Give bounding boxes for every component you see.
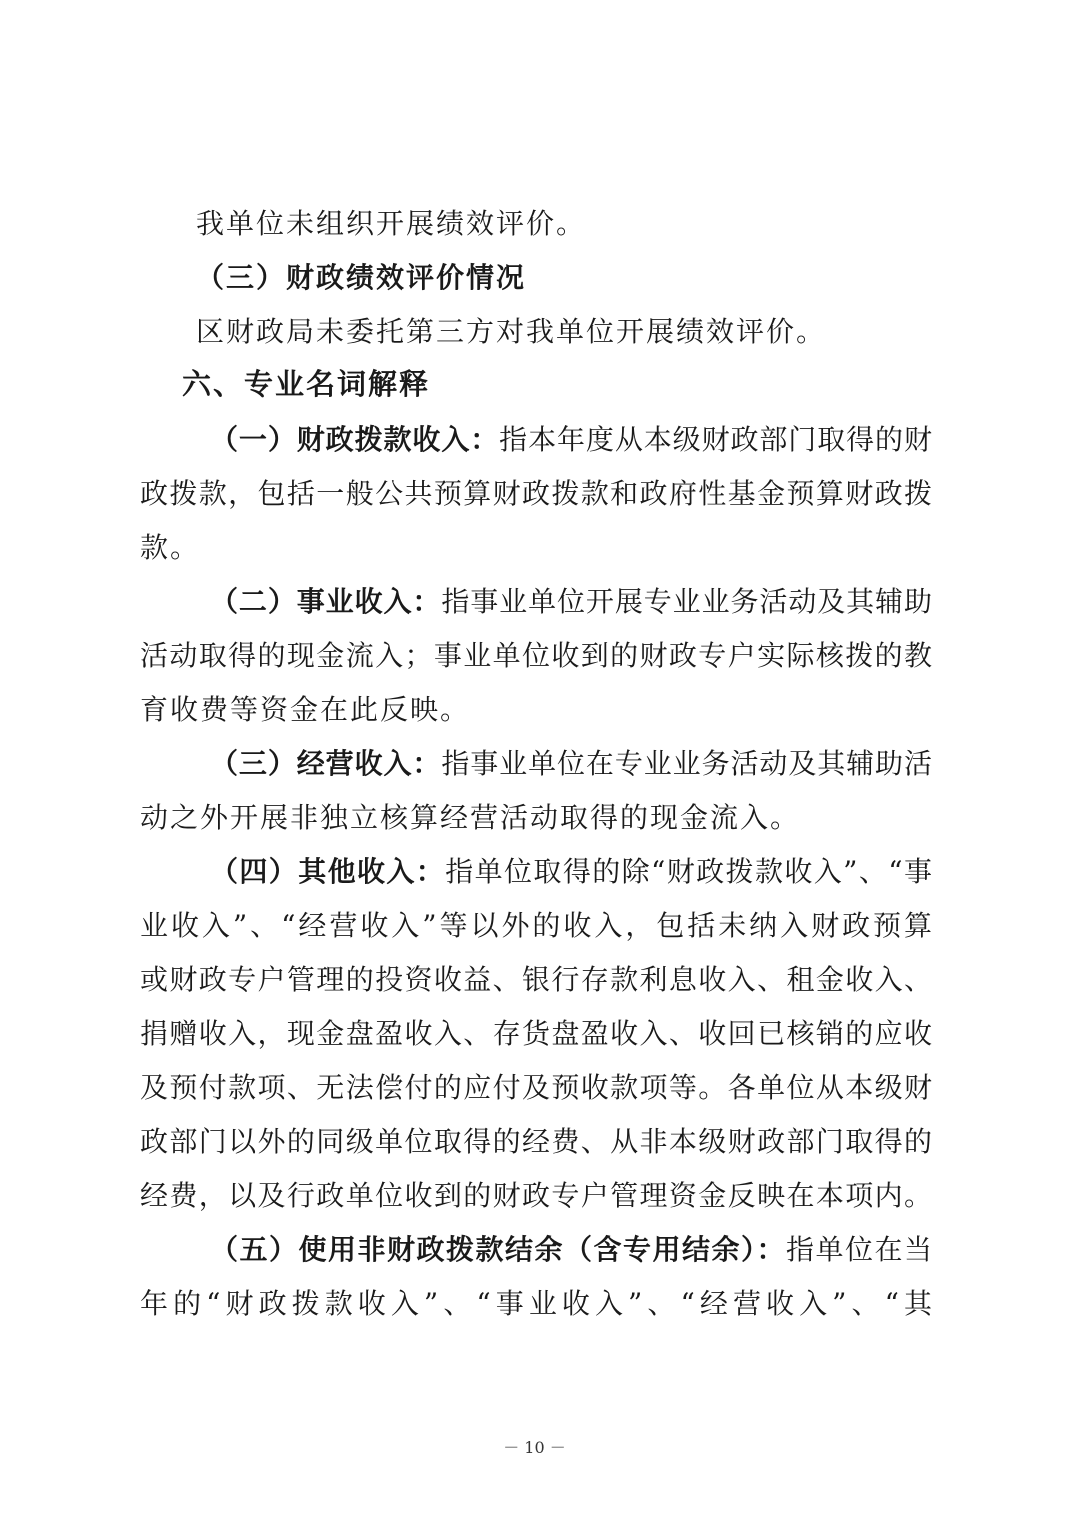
term-text: 指事业单位在专业业务活动及其辅助活 [441, 747, 932, 780]
paragraph-line: 育收费等资金在此反映。 [140, 693, 471, 726]
term-line [210, 420, 932, 460]
paragraph-line: 政拨款，包括一般公共预算财政拨款和政府性基金预算财政拨 [140, 477, 932, 510]
paragraph-line: 活动取得的现金流入；事业单位收到的财政专户实际核拨的教 [140, 639, 932, 672]
paragraph-line: 业收入”、“经营收入”等以外的收入，包括未纳入财政预算 [140, 909, 932, 942]
paragraph-line: 我单位未组织开展绩效评价。 [196, 207, 587, 240]
paragraph-line: 捐赠收入，现金盘盈收入、存货盘盈收入、收回已核销的应收 [140, 1017, 932, 1050]
term-text: 指单位在当 [785, 1233, 932, 1266]
section-title: 六、专业名词解释 [182, 367, 431, 401]
term-heading: （三）经营收入： [210, 747, 442, 780]
paragraph-line: 经费，以及行政单位收到的财政专户管理资金反映在本项内。 [140, 1179, 932, 1212]
term-line [210, 744, 932, 784]
paragraph-line: 年的“财政拨款收入”、“事业收入”、“经营收入”、“其 [140, 1287, 932, 1320]
paragraph-line: 款。 [140, 531, 201, 564]
term-line [210, 1230, 932, 1270]
term-line [210, 852, 932, 892]
paragraph-line: 及预付款项、无法偿付的应付及预收款项等。各单位从本级财 [140, 1071, 932, 1104]
page-number: － 10 － [503, 1438, 566, 1457]
paragraph-line: 或财政专户管理的投资收益、银行存款利息收入、租金收入、 [140, 963, 932, 996]
term-heading: （四）其他收入： [210, 855, 446, 888]
term-heading: （二）事业收入： [210, 585, 442, 618]
term-text: 指单位取得的除“财政拨款收入”、“事 [445, 855, 932, 888]
paragraph-line: 政部门以外的同级单位取得的经费、从非本级财政部门取得的 [140, 1125, 932, 1158]
term-text: 指本年度从本级财政部门取得的财 [499, 423, 932, 456]
term-heading: （五）使用非财政拨款结余（含专用结余）： [210, 1233, 786, 1266]
term-text: 指事业单位开展专业业务活动及其辅助 [441, 585, 932, 618]
term-heading: （一）财政拨款收入： [210, 423, 500, 456]
paragraph-line: 动之外开展非独立核算经营活动取得的现金流入。 [140, 801, 801, 834]
paragraph-line: 区财政局未委托第三方对我单位开展绩效评价。 [196, 315, 827, 348]
subheading-financial-evaluation: （三）财政绩效评价情况 [196, 261, 527, 294]
term-line [210, 582, 932, 622]
